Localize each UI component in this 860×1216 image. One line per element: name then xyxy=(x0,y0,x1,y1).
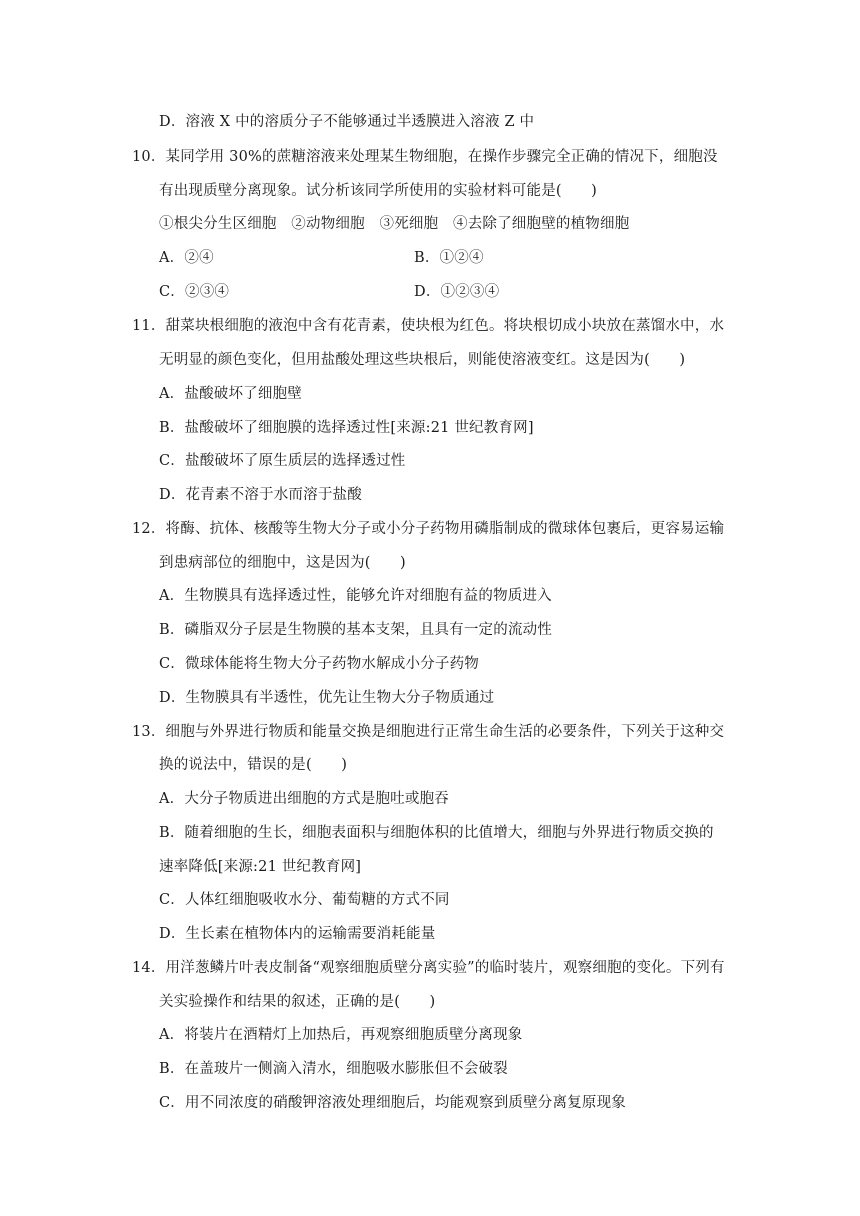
q12-option-b: B．磷脂双分子层是生物膜的基本支架，且具有一定的流动性 xyxy=(159,622,553,638)
q12-stem-line2: 到患病部位的细胞中，这是因为( ) xyxy=(159,555,406,571)
q11-option-a: A．盐酸破坏了细胞壁 xyxy=(159,386,302,402)
q9-option-d: D．溶液 X 中的溶质分子不能够通过半透膜进入溶液 Z 中 xyxy=(159,114,535,130)
q11-option-c: C．盐酸破坏了原生质层的选择透过性 xyxy=(159,453,406,469)
q13-option-d: D．生长素在植物体内的运输需要消耗能量 xyxy=(159,926,436,942)
q10-option-b: B．①②④ xyxy=(414,250,484,266)
q11-option-b: B．盐酸破坏了细胞膜的选择透过性[来源:21 世纪教育网] xyxy=(159,420,534,436)
q12-option-c: C．微球体能将生物大分子药物水解成小分子药物 xyxy=(159,656,479,672)
q13-option-a: A．大分子物质进出细胞的方式是胞吐或胞吞 xyxy=(159,791,449,807)
q10-stem-line1: 10．某同学用 30%的蔗糖溶液来处理某生物细胞，在操作步骤完全正确的情况下，细胞没 xyxy=(132,149,718,165)
q14-option-b: B．在盖玻片一侧滴入清水，细胞吸水膨胀但不会破裂 xyxy=(159,1061,508,1077)
q13-stem-line1: 13．细胞与外界进行物质和能量交换是细胞进行正常生命生活的必要条件，下列关于这种交 xyxy=(132,724,725,740)
q13-option-b-line1: B．随着细胞的生长，细胞表面积与细胞体积的比值增大，细胞与外界进行物质交换的 xyxy=(159,825,714,841)
q10-option-c: C．②③④ xyxy=(159,284,230,300)
q10-items: ①根尖分生区细胞 ②动物细胞 ③死细胞 ④去除了细胞壁的植物细胞 xyxy=(159,216,630,232)
q14-option-c: C．用不同浓度的硝酸钾溶液处理细胞后，均能观察到质壁分离复原现象 xyxy=(159,1095,626,1111)
q11-stem-line2: 无明显的颜色变化，但用盐酸处理这些块根后，则能使溶液变红。这是因为( ) xyxy=(159,352,686,368)
q13-option-b-line2: 速率降低[来源:21 世纪教育网] xyxy=(159,859,362,875)
q11-stem-line1: 11．甜菜块根细胞的液泡中含有花青素，使块根为红色。将块根切成小块放在蒸馏水中，水 xyxy=(132,318,725,334)
q11-option-d: D．花青素不溶于水而溶于盐酸 xyxy=(159,487,362,503)
q12-option-a: A．生物膜具有选择透过性，能够允许对细胞有益的物质进入 xyxy=(159,588,552,604)
q12-option-d: D．生物膜具有半透性，优先让生物大分子物质通过 xyxy=(159,690,495,706)
q13-stem-line2: 换的说法中，错误的是( ) xyxy=(159,757,348,773)
q14-option-a: A．将装片在酒精灯上加热后，再观察细胞质壁分离现象 xyxy=(159,1027,523,1043)
q10-option-a: A．②④ xyxy=(159,250,214,266)
q14-stem-line2: 关实验操作和结果的叙述，正确的是( ) xyxy=(159,994,436,1010)
q14-stem-line1: 14．用洋葱鳞片叶表皮制备“观察细胞质壁分离实验”的临时装片，观察细胞的变化。下列有 xyxy=(132,960,725,976)
q13-option-c: C．人体红细胞吸收水分、葡萄糖的方式不同 xyxy=(159,892,450,908)
q10-option-d: D．①②③④ xyxy=(414,284,500,300)
q12-stem-line1: 12．将酶、抗体、核酸等生物大分子或小分子药物用磷脂制成的微球体包裹后，更容易运输 xyxy=(132,521,725,537)
q10-stem-line2: 有出现质壁分离现象。试分析该同学所使用的实验材料可能是( ) xyxy=(159,183,598,199)
